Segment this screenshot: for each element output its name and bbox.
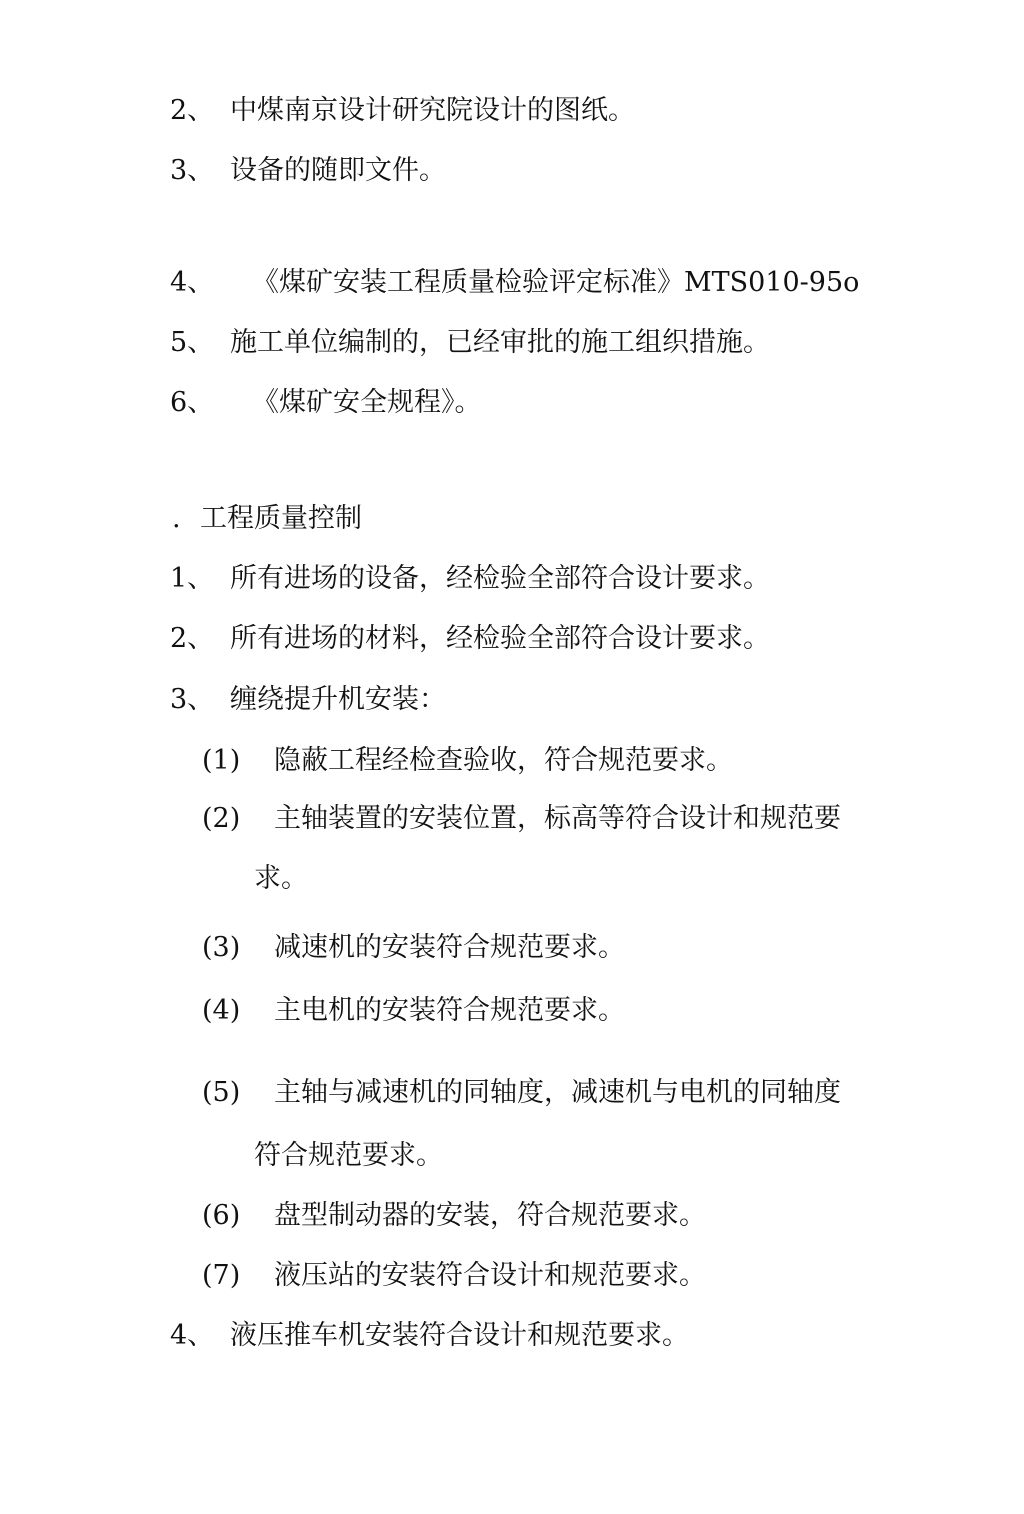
heading-marker: . [172,503,181,534]
item-number: 4、 [170,1320,215,1351]
item-number: (6) [202,1200,241,1231]
item-text: 主电机的安装符合规范要求。 [274,995,625,1026]
item-text: 《煤矿安全规程》。 [252,387,482,418]
item-number: (3) [202,932,241,963]
item-number: 5、 [170,327,215,358]
item-text: 主轴与减速机的同轴度，减速机与电机的同轴度 [274,1077,841,1108]
item-text-continued: 求。 [254,863,308,894]
item-number: (4) [202,995,241,1026]
item-number: (1) [202,745,241,776]
item-number: 6、 [170,387,215,418]
item-number: 4、 [170,267,215,298]
item-text: 所有进场的材料，经检验全部符合设计要求。 [230,623,770,654]
item-text-continued: 符合规范要求。 [254,1140,443,1171]
heading-text: 工程质量控制 [200,503,362,534]
item-text: 设备的随即文件。 [230,155,446,186]
item-text: 液压推车机安装符合设计和规范要求。 [230,1320,689,1351]
item-text: 减速机的安装符合规范要求。 [274,932,625,963]
item-text: 液压站的安装符合设计和规范要求。 [274,1260,706,1291]
item-number: 3、 [170,684,215,715]
item-number: (7) [202,1260,241,1291]
item-text: 《煤矿安装工程质量检验评定标准》MTS010-95o [252,267,860,298]
item-text: 隐蔽工程经检查验收，符合规范要求。 [274,745,733,776]
item-text: 缠绕提升机安装： [230,684,446,715]
item-number: 1、 [170,563,215,594]
item-text: 施工单位编制的，已经审批的施工组织措施。 [230,327,770,358]
item-text: 中煤南京设计研究院设计的图纸。 [230,95,635,126]
item-text: 所有进场的设备，经检验全部符合设计要求。 [230,563,770,594]
item-text: 盘型制动器的安装，符合规范要求。 [274,1200,706,1231]
item-text: 主轴装置的安装位置，标高等符合设计和规范要 [274,803,841,834]
item-number: 2、 [170,95,215,126]
item-number: (2) [202,803,241,834]
item-number: (5) [202,1077,241,1108]
item-number: 2、 [170,623,215,654]
item-number: 3、 [170,155,215,186]
